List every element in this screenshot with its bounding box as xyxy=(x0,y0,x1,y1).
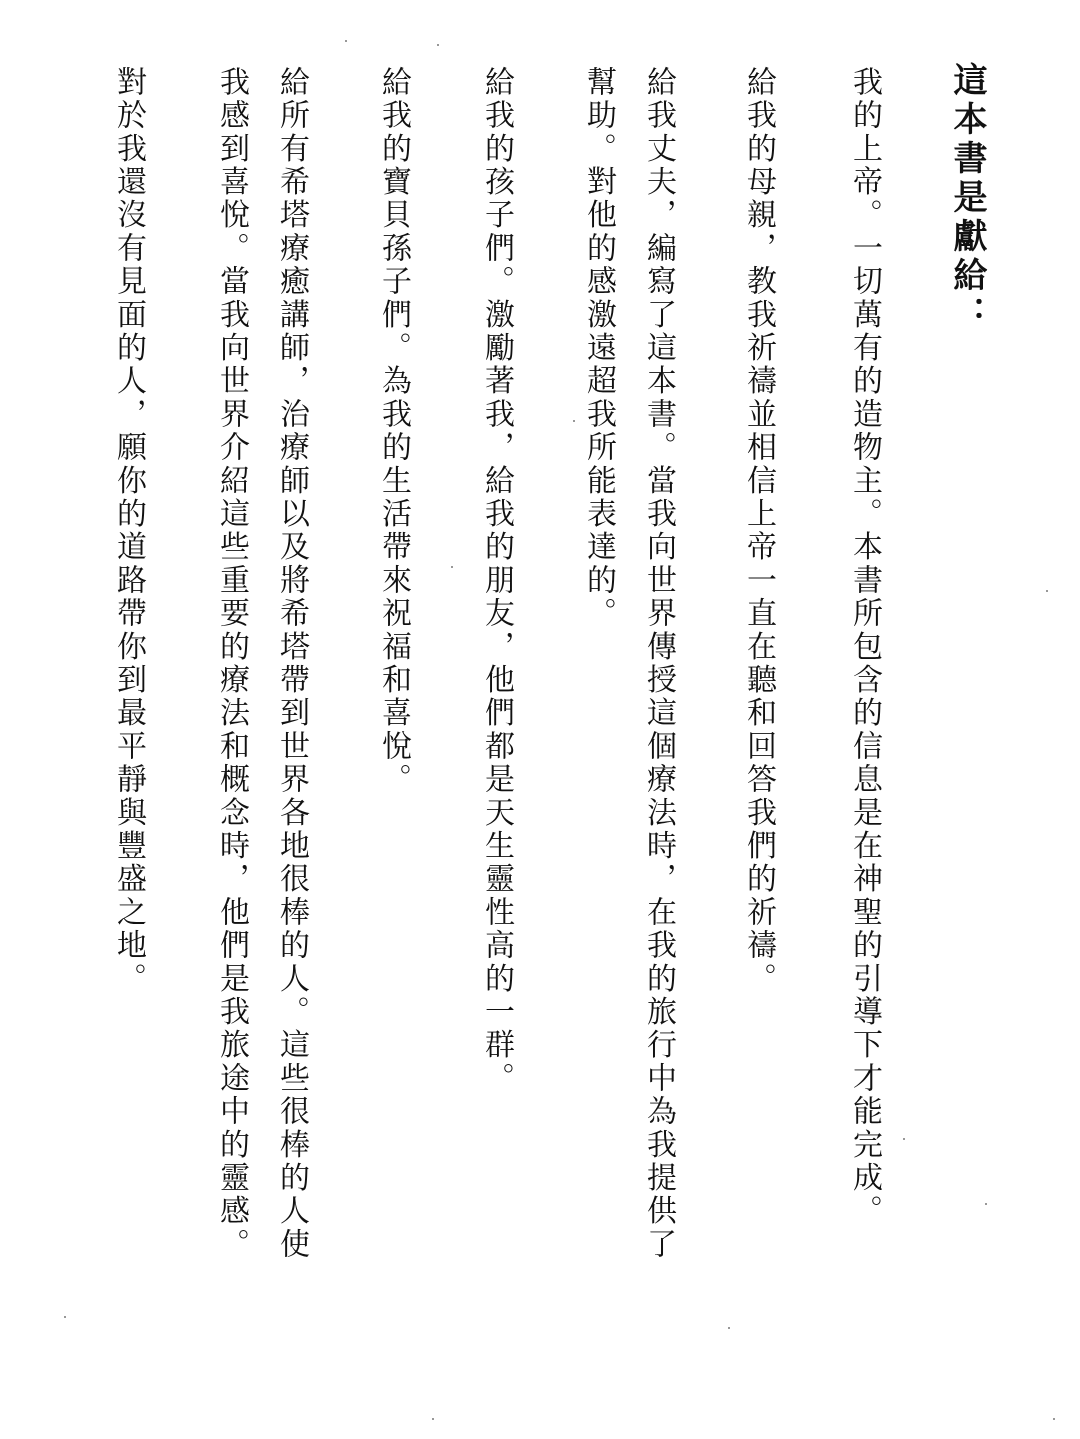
dedication-husband-line-1: 給我丈夫，編寫了這本書。當我向世界傳授這個療法時，在我的旅行中為我提供了 xyxy=(641,66,676,1262)
dedication-instructors-line-1: 給所有希塔療癒講師，治療師以及將希塔帶到世界各地很棒的人。這些很棒的人使 xyxy=(274,66,309,1262)
scan-speck xyxy=(345,40,347,42)
scan-speck xyxy=(903,1138,905,1140)
dedication-instructors-line-2: 我感到喜悅。當我向世界介紹這些重要的療法和概念時，他們是我旅途中的靈感。 xyxy=(214,66,249,1262)
dedication-children: 給我的孩子們。激勵著我，給我的朋友，他們都是天生靈性高的一群。 xyxy=(479,66,514,1096)
scan-speck xyxy=(728,1327,730,1329)
scan-speck xyxy=(573,420,575,422)
scan-speck xyxy=(64,1316,66,1318)
dedication-husband-line-2: 幫助。對他的感激遠超我所能表達的。 xyxy=(581,66,616,631)
dedication-mother: 給我的母親，教我祈禱並相信上帝一直在聽和回答我們的祈禱。 xyxy=(741,66,776,996)
scan-speck xyxy=(985,1203,987,1205)
dedication-god: 我的上帝。一切萬有的造物主。本書所包含的信息是在神聖的引導下才能完成。 xyxy=(847,66,882,1228)
scan-speck xyxy=(437,44,439,46)
scan-speck xyxy=(1053,1418,1055,1420)
scan-speck xyxy=(451,566,453,568)
dedication-title: 這本書是獻給： xyxy=(947,62,987,335)
dedication-future-readers: 對於我還沒有見面的人，願你的道路帶你到最平靜與豐盛之地。 xyxy=(111,66,146,996)
dedication-grandchildren: 給我的寶貝孫子們。為我的生活帶來祝福和喜悅。 xyxy=(376,66,411,797)
scan-speck xyxy=(432,1418,434,1420)
scan-speck xyxy=(1046,590,1048,592)
